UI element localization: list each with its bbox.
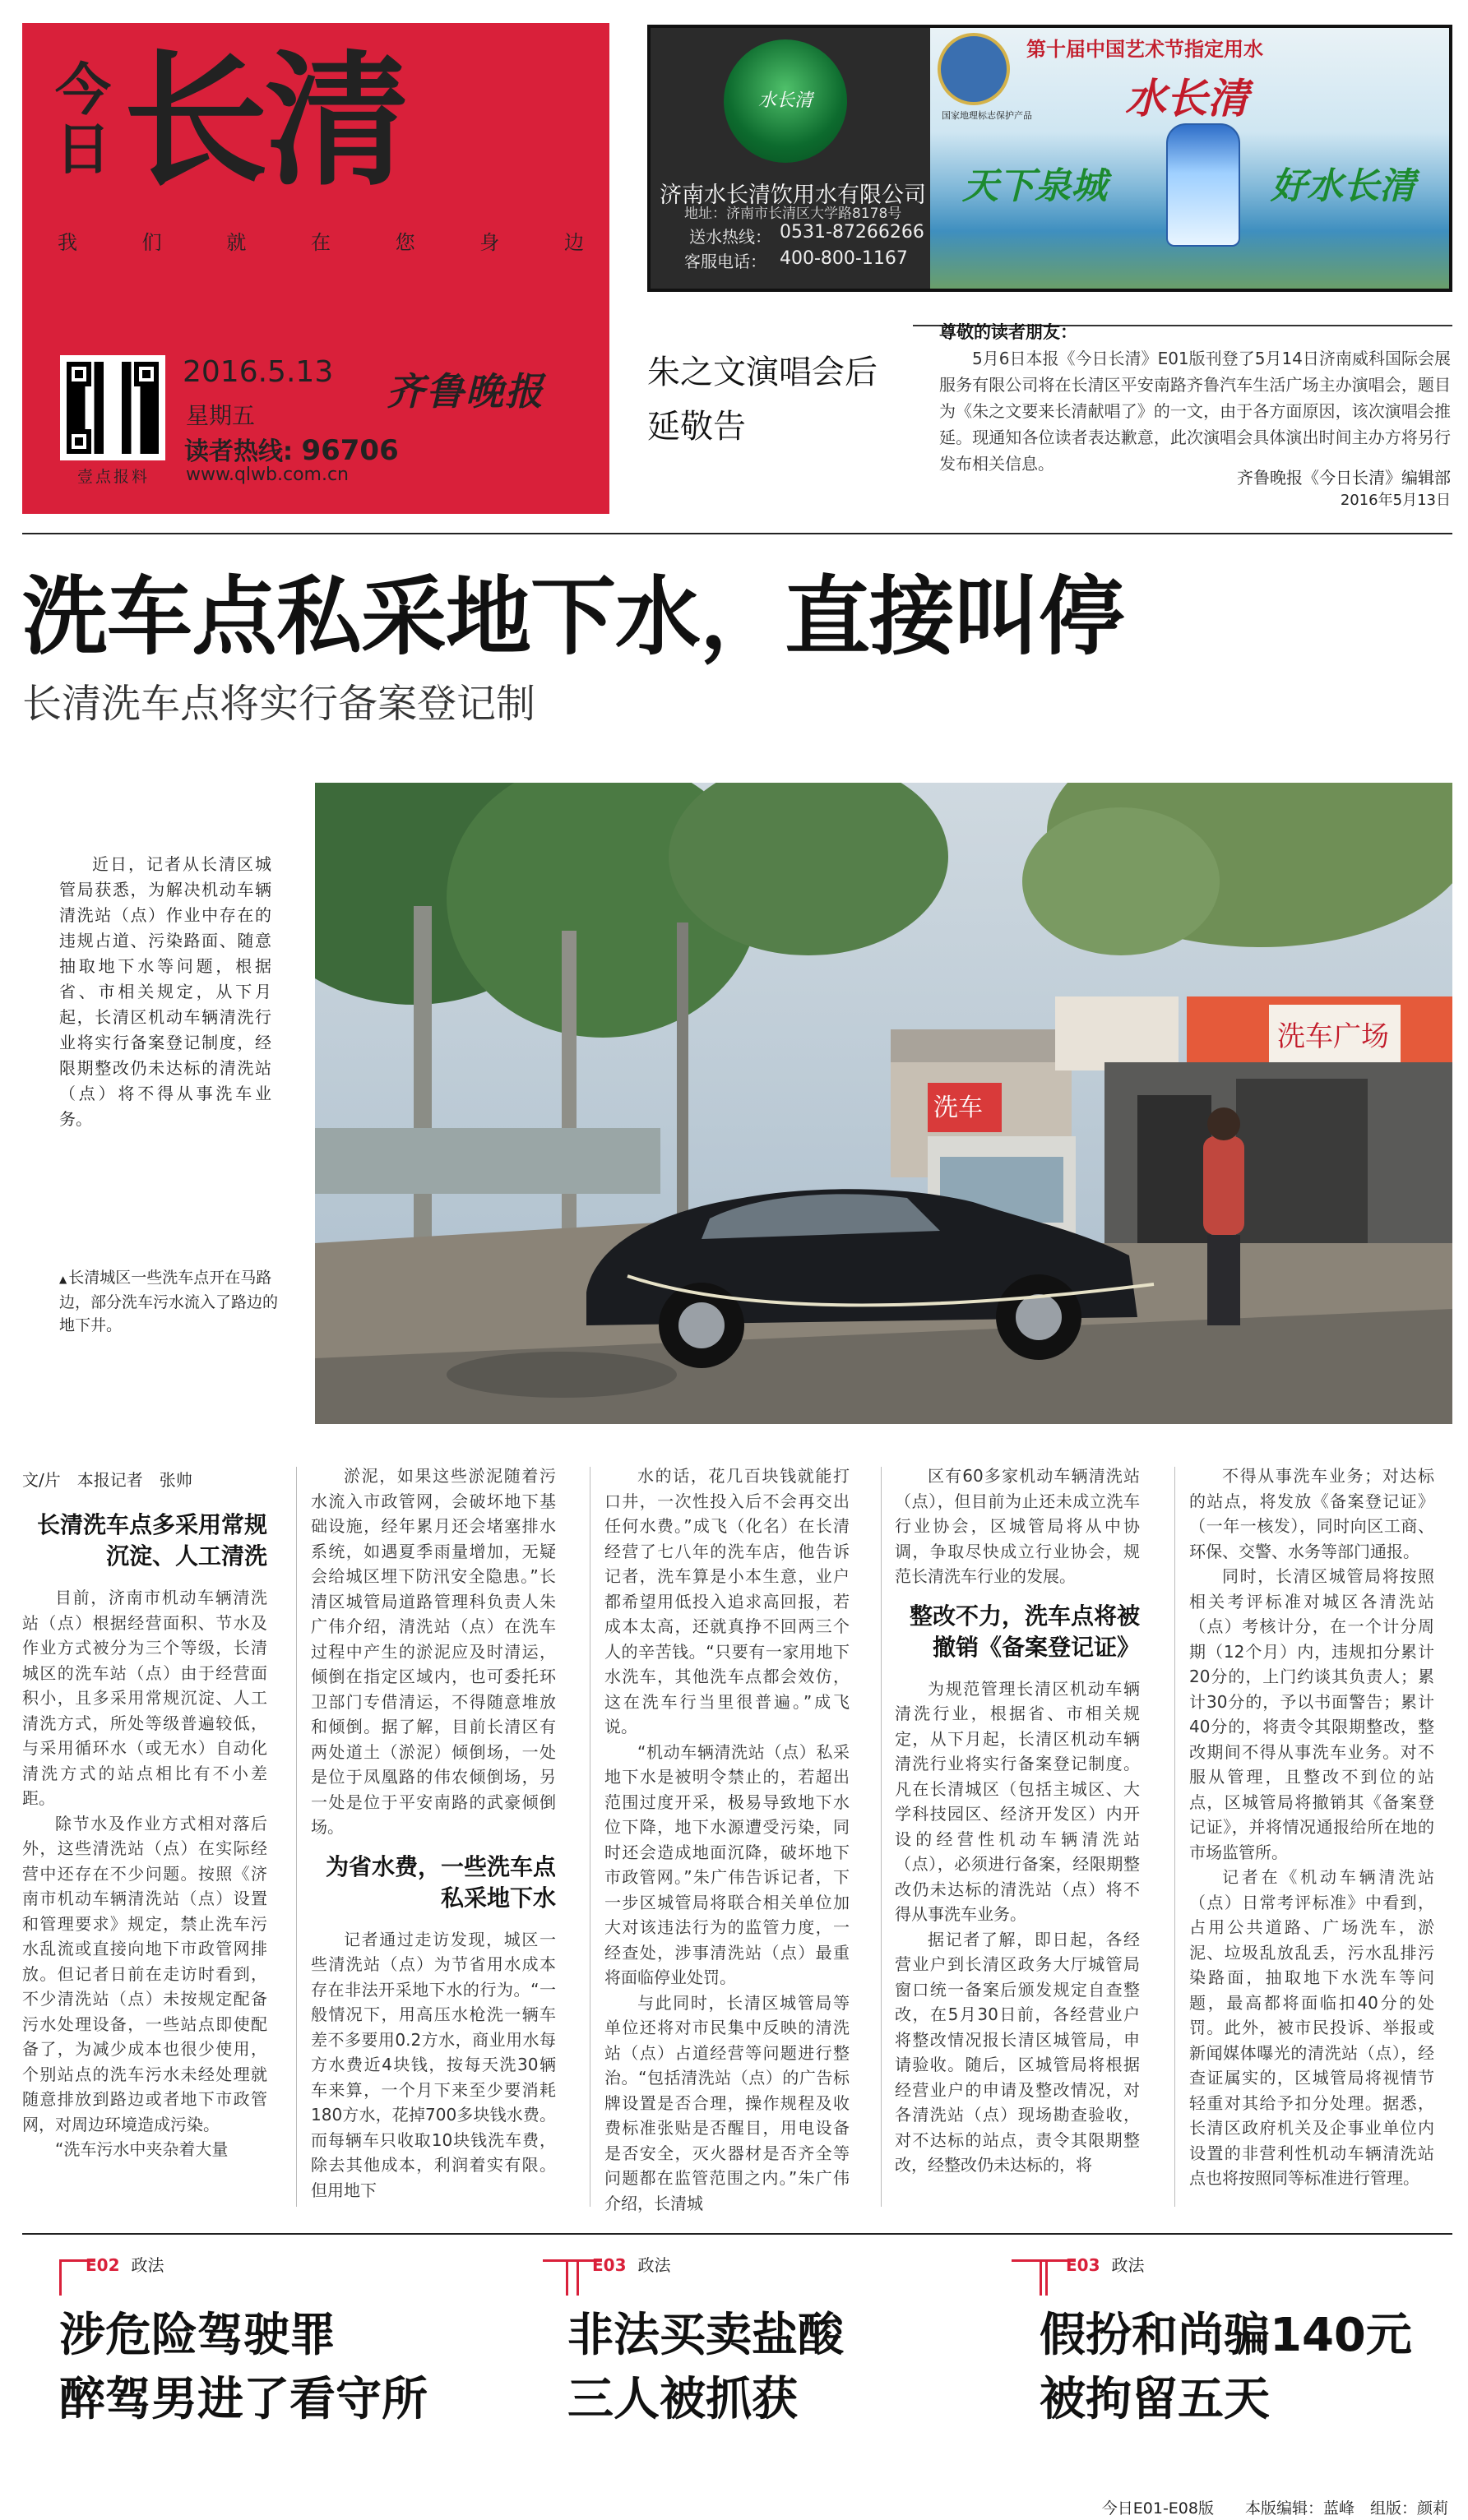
notice-greeting: 尊敬的读者朋友： xyxy=(939,322,1077,342)
teaser-headline[interactable] xyxy=(1040,2304,1412,2432)
logo-small-text: 今日 xyxy=(54,58,111,183)
article-paragraph: 不得从事洗车业务；对达标的站点，将发放《备案登记证》（一年一核发），同时向区工商、环保、交警、水务等部门通报。 xyxy=(1189,1466,1434,1561)
ad-delivery-label: 送水热线： xyxy=(689,227,771,247)
slogan xyxy=(58,226,584,255)
teaser-section: 政法 xyxy=(637,2255,671,2275)
article-column-2 xyxy=(311,1463,556,2203)
ad-company: 济南水长清饮用水有限公司 xyxy=(660,183,926,208)
article-paragraph: 记者在《机动车辆清洗站（点）日常考评标准》中看到，占用公共道路、广场洗车，淤泥、垃圾乱放乱丢，污水乱排污染路面，抽取地下水洗车等问题，最高都将面临扣40分的处罚。此外，被市民投诉、举报或新闻媒体曝光的清洗站（点），经查证属实的，区城管局将视情节轻重对其给予扣分处理。据悉，长清区政府机关及企事业单位内设置的非营利性机动车辆清洗站点也将按照同等标准进行管理。 xyxy=(1189,1867,1434,2188)
column-divider xyxy=(296,1467,297,2207)
slogan-char: 就 xyxy=(226,231,247,254)
article-paragraph: 据记者了解，即日起，各经营业户到长清区政务大厅城管局窗口统一备案后颁发规定自查整改，在5月30日前，各经营业户将整改情况报长清区城管局，申请验收。随后，区城管局将根据经营业户的申请及整改情况，对各清洗站（点）现场勘查验收，对不达标的站点，责令其限期整改，经整改仍未达标的，将 xyxy=(895,1929,1140,2175)
lead-paragraph: 近日，记者从长清区城管局获悉，为解决机动车辆清洗站（点）作业中存在的违规占道、污染路面、随意抽取地下水等问题，根据省、市相关规定，从下月起，长清区机动车辆清洗行业将实行备案登记制度，经限期整改仍未达标的清洗站（点）将不得从事洗车业务。 xyxy=(59,854,271,1129)
article-paragraph: 淤泥，如果这些淤泥随着污水流入市政管网，会破坏地下基础设施，经年累月还会堵塞排水系统，如遇夏季雨量增加，无疑会给城区埋下防汛安全隐患。”长清区城管局道路管理科负责人朱广伟介绍，清洗站（点）在洗车过程中产生的淤泥应及时清运，倾倒在指定区域内，也可委托环卫部门专借清运，不得随意堆放和倾倒。据了解，目前长清区有两处道土（淤泥）倾倒场，一处是位于凤凰路的伟农倾倒场，另一处是位于平安南路的武豪倾倒场。 xyxy=(311,1466,556,1837)
article-paragraph: “洗车污水中夹杂着大量 xyxy=(55,2139,229,2159)
hotline-number: 96706 xyxy=(301,434,399,467)
qr-code[interactable] xyxy=(60,355,165,460)
slogan-char: 您 xyxy=(395,231,415,254)
qr-code-pattern xyxy=(67,362,159,454)
water-bottle-icon xyxy=(1166,123,1240,247)
slogan-char: 我 xyxy=(58,231,77,254)
hotline-label: 读者热线: xyxy=(184,437,293,466)
issue-weekday: 星期五 xyxy=(186,402,256,429)
car-wash-scene xyxy=(315,783,1452,1424)
ad-delivery-phone: 0531-87266266 xyxy=(780,222,924,243)
teaser-line: 三人被抓获 xyxy=(567,2373,798,2426)
notice-signature: 齐鲁晚报《今日长清》编辑部 xyxy=(1237,468,1451,488)
masthead-divider xyxy=(22,533,1452,534)
teaser-tag xyxy=(86,2252,164,2276)
ad-slogan-left: 天下泉城 xyxy=(962,165,1107,207)
column-divider xyxy=(1174,1467,1175,2207)
teaser-section: 政法 xyxy=(131,2255,164,2275)
article-column-4 xyxy=(895,1463,1140,2203)
article-paragraph: “机动车辆清洗站（点）私采地下水是被明令禁止的，若超出范围过度开采，极易导致地下水位下降，地下水源遭受污染，同时还会造成地面沉降，破坏地下市政管网。”朱广伟告诉记者，下一步区城管局将联合相关单位加大对该违法行为的监管力度，一经查处，涉事清洗站（点）最重将面临停业处罚。 xyxy=(604,1741,850,1987)
article-column-5 xyxy=(1189,1463,1434,2203)
article-paragraph: 同时，长清区城管局将按照相关考评标准对城区各清洗站（点）考核计分，在一个计分周期（12个月）内，违规扣分累计20分的，上门约谈其负责人；累计30分的，予以书面警告；累计40分的，将责令其限期整改，整改期间不得从事洗车业务。对不服从管理，且整改不到位的站点，区城管局将撤销其《备案登记证》，并将情况通报给所在地的市场监管所。 xyxy=(1189,1566,1434,1862)
article-paragraph: 区有60多家机动车辆清洗站（点），但目前为止还未成立洗车行业协会，区城管局将从中协调，争取尽快成立行业协会，规范长清洗车行业的发展。 xyxy=(895,1466,1140,1586)
photo-caption: ▲ 长清城区一些洗车点开在马路边，部分洗车污水流入了路边的地下井。 xyxy=(59,1266,288,1337)
teaser-headline[interactable] xyxy=(59,2304,428,2432)
teaser-page: E03 xyxy=(1066,2255,1100,2275)
slogan-char: 边 xyxy=(563,231,584,254)
teaser-line: 醉驾男进了看守所 xyxy=(59,2373,428,2426)
issue-date: 2016.5.13 xyxy=(183,355,334,389)
ad-brand: 水长清 xyxy=(1125,74,1248,123)
teaser-page: E03 xyxy=(592,2255,627,2275)
teaser-line: 假扮和尚骗140元 xyxy=(1040,2309,1412,2362)
article-paragraph: 与此同时，长清区城管局等单位还将对市民集中反映的清洗站（点）占道经营等问题进行整治。“包括清洗站（点）的广告标牌设置是否合理，操作规程及收费标准张贴是否醒目，用电设备是否安全，灭火器材是否齐全等问题都在监管范围之内。”朱广伟介绍，长清城 xyxy=(604,1992,850,2213)
teaser-line: 涉危险驾驶罪 xyxy=(59,2309,336,2362)
ad-address: 地址：济南市长清区大学路8178号 xyxy=(684,206,902,222)
article-column-1 xyxy=(22,1498,267,2238)
qr-label: 壹点报料 xyxy=(76,468,150,486)
article-paragraph: 除节水及作业方式相对落后外，这些清洗站（点）在实际经营中还存在不少问题。按照《济南市机动车辆清洗站（点）设置和管理要求》规定，禁止洗车污水乱流或直接向地下市政管网排放。但记者日前在走访时看到，不少清洗站（点）未按规定配备污水处理设备，一些站点即使配备了，为减少成本也很少使用，个别站点的洗车污水未经处理就随意排放到路边或者地下市政管网，对周边环境造成污染。 xyxy=(22,1813,267,2134)
ad-logo-text: 水长清 xyxy=(757,90,813,111)
geo-badge-icon xyxy=(938,33,1010,105)
ad-service-phone: 400-800-1167 xyxy=(780,248,908,269)
car-wash-photo[interactable] xyxy=(315,783,1452,1424)
section-heading: 整改不力，洗车点将被撤销《备案登记证》 xyxy=(909,1602,1140,1661)
article-paragraph: 为规范管理长清区机动车辆清洗行业，根据省、市相关规定，从下月起，长清区机动车辆清洗行业将实行备案登记制度。凡在长清城区（包括主城区、大学科技园区、经济开发区）内开设的经营性机动车辆清洗站（点），必须进行备案，经限期整改仍未达标的清洗站（点）将不得从事洗车业务。 xyxy=(895,1678,1140,1924)
column-divider xyxy=(881,1467,882,2207)
page-footer: 今日E01-E08版 本版编辑：蓝峰 组版：颜莉 xyxy=(1101,2499,1448,2518)
slogan-char: 身 xyxy=(479,231,500,254)
ad-badge-caption: 国家地理标志保护产品 xyxy=(942,110,1032,121)
logo-main-text: 长清 xyxy=(123,37,407,206)
paper-name-logo: 齐鲁晚报 xyxy=(387,369,544,414)
subheadline: 长清洗车点将实行备案登记制 xyxy=(22,681,536,727)
reader-hotline xyxy=(184,431,399,467)
main-headline[interactable]: 洗车点私采地下水，直接叫停 xyxy=(22,566,1124,667)
ad-slogan-right: 好水长清 xyxy=(1271,165,1415,207)
shop-sign-2: 洗车广场 xyxy=(1277,1021,1389,1052)
section-heading: 长清洗车点多采用常规沉淀、人工清洗 xyxy=(36,1511,267,1570)
teaser-tag xyxy=(1066,2252,1145,2276)
section-heading: 为省水费，一些洗车点私采地下水 xyxy=(325,1852,556,1912)
teaser-line: 被拘留五天 xyxy=(1040,2373,1270,2426)
teaser-page: E02 xyxy=(86,2255,120,2275)
article-paragraph: 水的话，花几百块钱就能打口井，一次性投入后不会再交出任何水费。”成飞（化名）在长清经营了七八年的洗车店，他告诉记者，洗车算是小本生意，业户都希望用低投入追求高回报，若成本太高，还就真挣不回两三个人的辛苦钱。“只要有一家用地下水洗车，其他洗车点都会效仿，这在洗车行当里很普遍。”成飞说。 xyxy=(604,1466,850,1736)
slogan-char: 在 xyxy=(310,231,331,254)
notice-date: 2016年5月13日 xyxy=(1340,492,1451,509)
teaser-tag xyxy=(592,2252,671,2276)
article-paragraph: 记者通过走访发现，城区一些清洗站（点）为节省用水成本存在非法开采地下水的行为。“一般情况下，用高压水枪洗一辆车差不多要用0.2方水，商业用水每方水费近4块钱，按每天洗30辆车来算，一个月下来至少要消耗180方水，花掉700多块钱水费。而每辆车只收取10块钱洗车费，除去其他成本，利润着实有限。但用地下 xyxy=(311,1929,556,2200)
teaser-line: 非法买卖盐酸 xyxy=(567,2309,844,2362)
bottom-divider xyxy=(22,2233,1452,2235)
teaser-section: 政法 xyxy=(1111,2255,1145,2275)
ad-service-label: 客服电话： xyxy=(684,252,766,271)
shop-sign-1: 洗车 xyxy=(933,1094,983,1121)
teaser-headline[interactable] xyxy=(567,2304,844,2432)
byline: 文/片 本报记者 张帅 xyxy=(22,1470,192,1490)
ad-festival: 第十届中国艺术节指定用水 xyxy=(1026,38,1263,61)
slogan-char: 们 xyxy=(141,231,162,254)
article-paragraph: 目前，济南市机动车辆清洗站（点）根据经营面积、节水及作业方式被分为三个等级，长清城区的洗车站（点）由于经营面积小，且多采用常规沉淀、人工清洗方式，所处等级普遍较低，与采用循环水（或无水）自动化清洗方式的站点相比有不小差距。 xyxy=(22,1588,267,1808)
website-link[interactable]: www.qlwb.com.cn xyxy=(186,465,349,485)
article-column-3 xyxy=(604,1463,850,2213)
notice-title[interactable]: 朱之文演唱会后延敬告 xyxy=(647,354,878,446)
notice-body: 5月6日本报《今日长清》E01版刊登了5月14日济南威科国际会展服务有限公司将在长清区平安南路齐鲁汽车生活广场主办演唱会，题目为《朱之文要来长清献唱了》的一文，由于各方面原因，该次演唱会推延。现通知各位读者表达歉意，此次演唱会具体演出时间主办方将另行发布相关信息。 xyxy=(939,349,1451,474)
